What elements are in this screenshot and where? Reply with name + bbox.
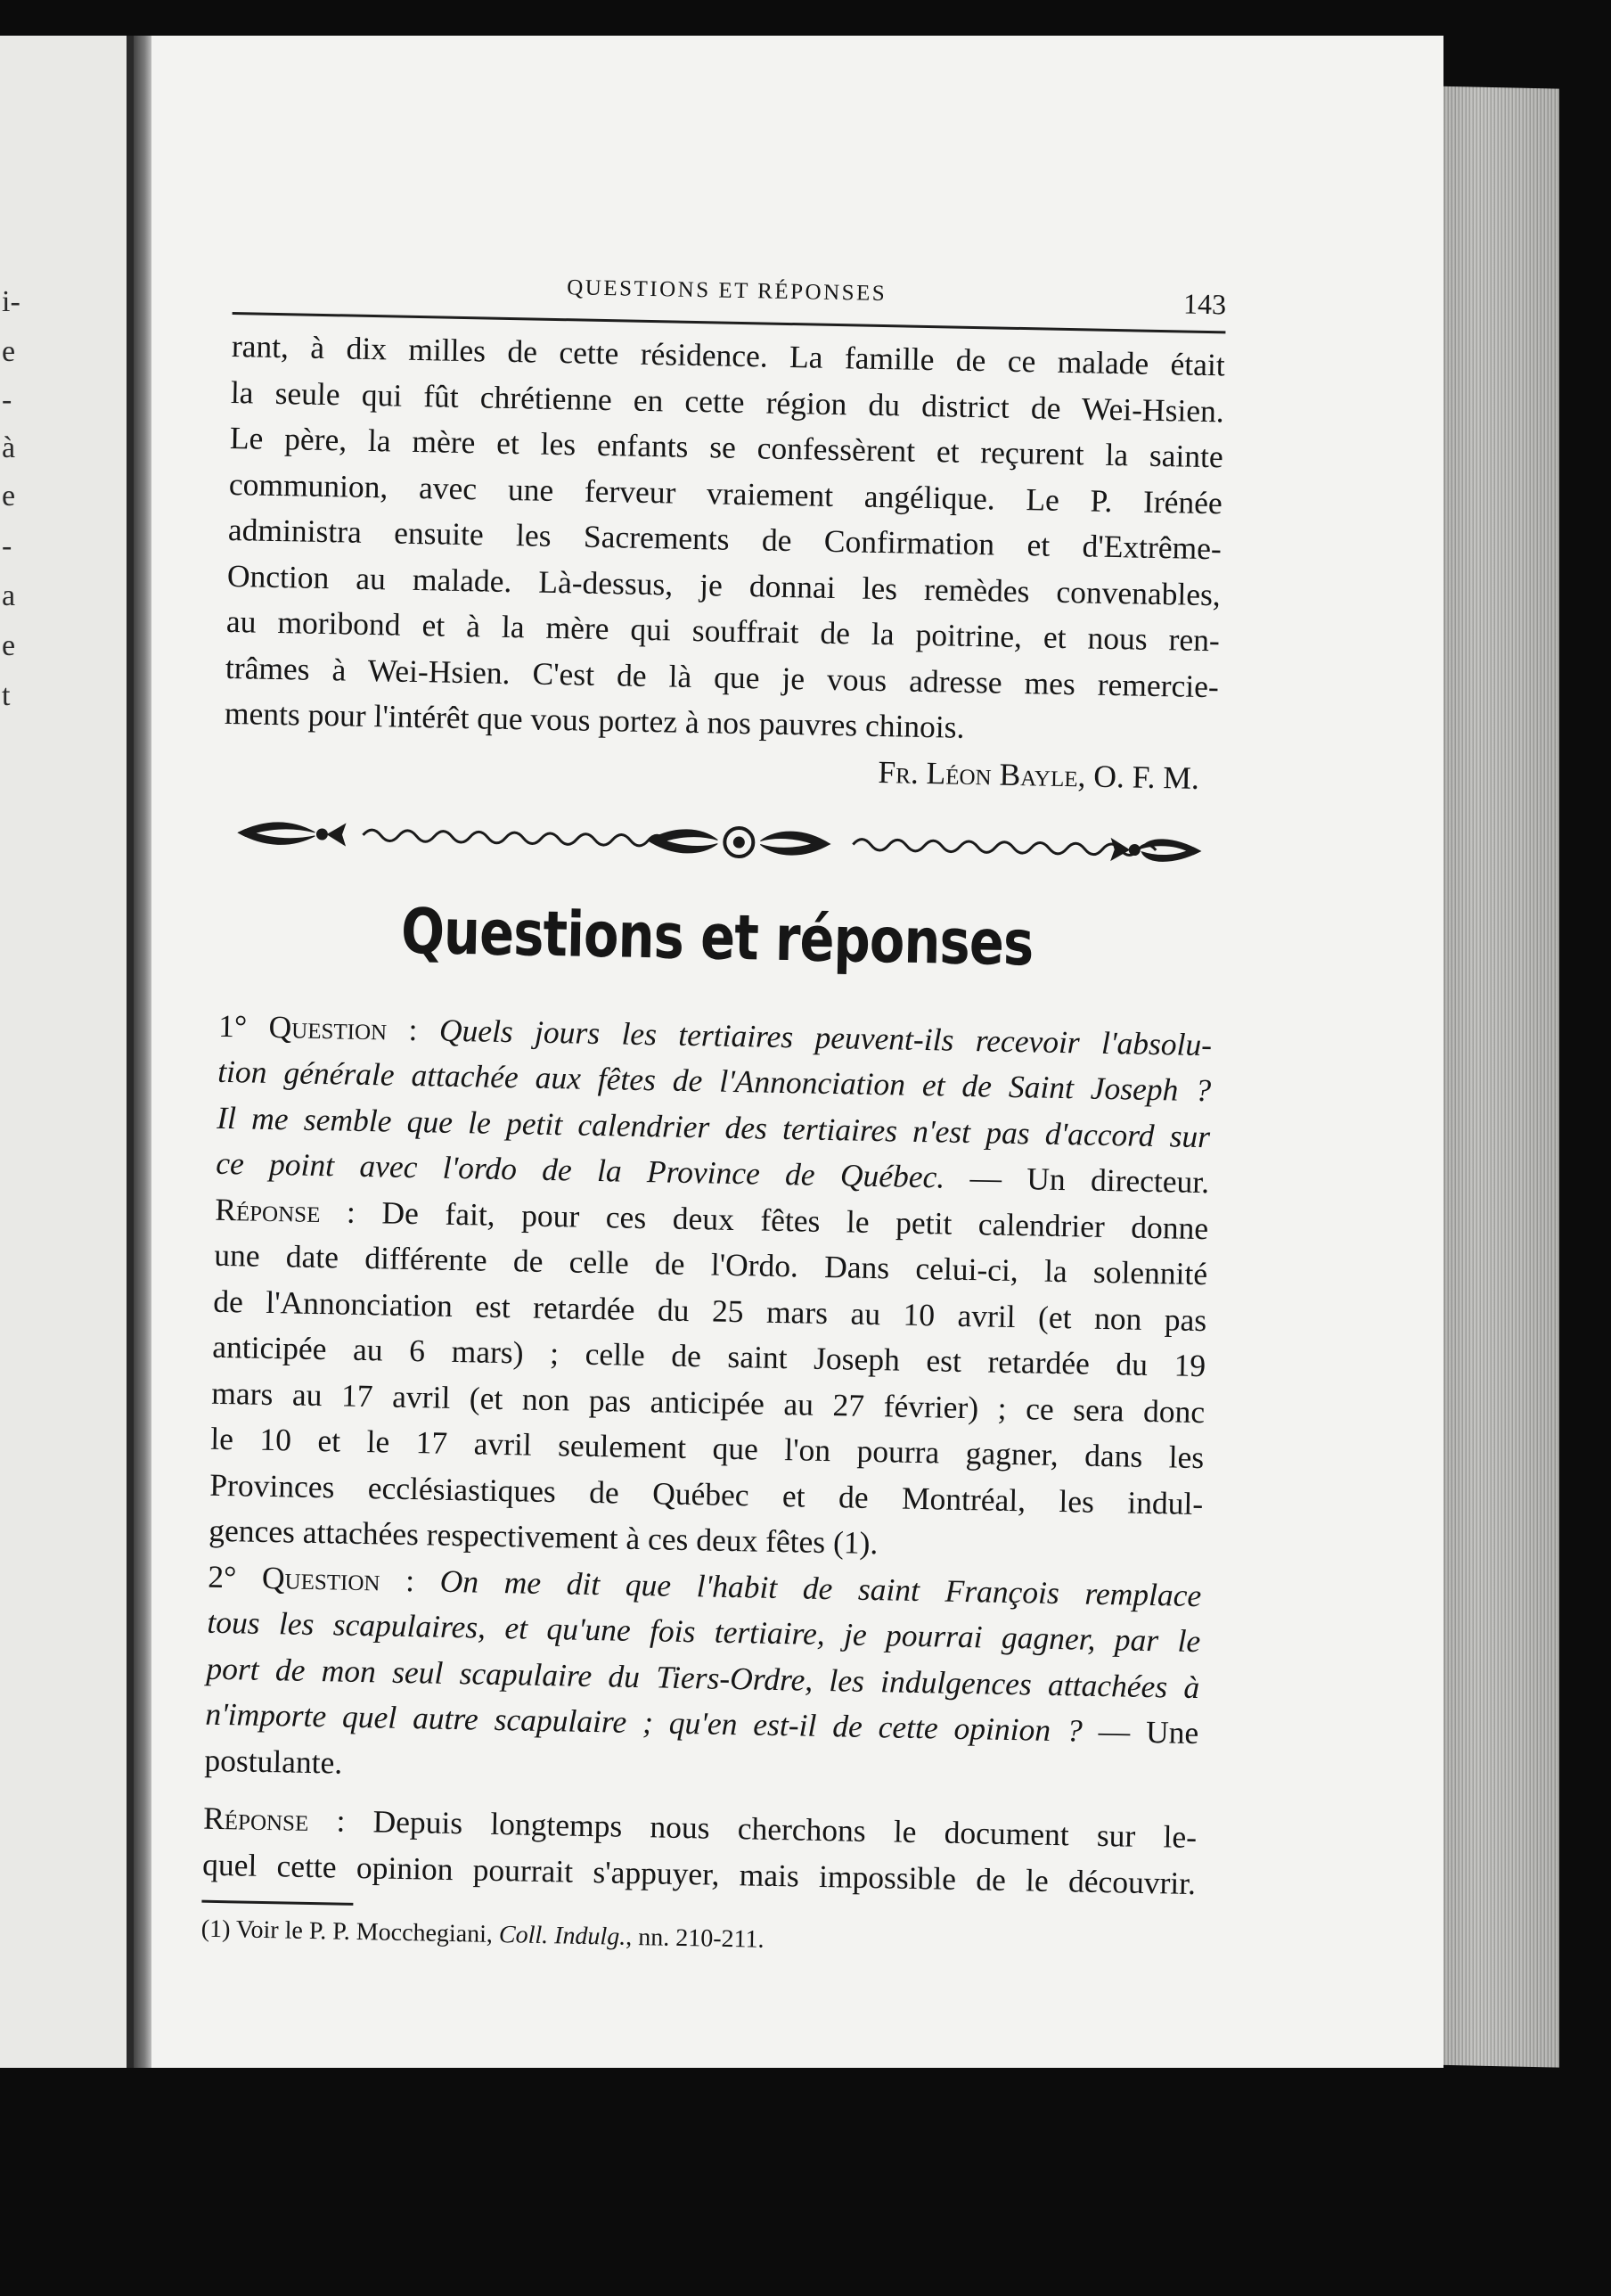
question-label: 2° Question :	[208, 1558, 415, 1598]
question-author: — Un directeur.	[969, 1160, 1210, 1201]
facing-page-fragment: i-	[2, 285, 20, 318]
question-text: On me dit que l'habit de saint François remplace	[439, 1562, 1202, 1613]
text-line: au moribond et à la mère qui souffrait de la poitrine, et nous ren-	[225, 603, 1221, 659]
question-text: Il me semble que le petit calendrier des tertiaires n'est pas d'accord sur	[216, 1099, 1211, 1154]
footnote-suffix: , nn. 210-211.	[625, 1923, 765, 1954]
response-text: De fait, pour ces deux fêtes le petit calendrier donne	[381, 1193, 1209, 1246]
question-text: n'importe quel autre scapulaire ; qu'en est-il de cette opinion ?	[205, 1695, 1084, 1749]
text-line: quel cette opinion pourrait s'appuyer, mais impossible de le découvrir.	[201, 1846, 1197, 1901]
facing-page-fragment: a	[2, 579, 16, 612]
facing-page-fragment: à	[2, 431, 16, 464]
page-number: 143	[1182, 287, 1227, 321]
letter-paragraph	[225, 324, 1226, 756]
text-line: rant, à dix milles de cette résidence. La famille de ce malade était	[231, 327, 1226, 383]
ornament-divider-icon	[228, 806, 1209, 878]
response-1	[209, 1186, 1209, 1572]
book-page	[151, 36, 1443, 2068]
text-line: Provinces ecclésiastiques de Québec et de Montréal, les indul-	[209, 1466, 1204, 1521]
facing-page-fragment: e	[2, 480, 16, 512]
question-2	[204, 1554, 1202, 1802]
question-1	[216, 1003, 1213, 1205]
page-content	[200, 250, 1226, 1966]
footnote-rule	[201, 1900, 353, 1906]
running-head-title: QUESTIONS ET RÉPONSES	[566, 275, 887, 307]
question-label: 1° Question :	[217, 1007, 418, 1047]
text-line: postulante.	[204, 1742, 343, 1781]
running-head	[233, 250, 1227, 333]
question-text: Quels jours les tertiaires peuvent-ils recevoir l'absolu-	[438, 1012, 1213, 1062]
text-line: Le père, la mère et les enfants se confessèrent et reçurent la sainte	[229, 419, 1224, 475]
facing-page-fragment: -	[2, 529, 12, 562]
response-2	[202, 1796, 1198, 1906]
question-text: tion générale attachée aux fêtes de l'Annonciation et de Saint Joseph ?	[217, 1053, 1212, 1109]
text-line: anticipée au 6 mars) ; celle de saint Joseph est retardée du 19	[211, 1328, 1206, 1384]
text-line: une date différente de celle de l'Ordo. Dans celui-ci, la solennité	[213, 1236, 1208, 1292]
facing-page-fragment: e	[2, 629, 16, 662]
response-label: Réponse :	[202, 1800, 346, 1839]
signature: Fr. Léon Bayle, O. F. M.	[878, 753, 1200, 796]
text-line: trâmes à Wei-Hsien. C'est de là que je vous adresse mes remercie-	[225, 649, 1220, 704]
facing-page-edge	[0, 36, 134, 2068]
facing-page-fragment: e	[2, 335, 16, 368]
book-gutter	[134, 36, 151, 2068]
response-text: Depuis longtemps nous cherchons le document sur le-	[372, 1803, 1198, 1856]
question-text: ce point avec l'ordo de la Province de Québec.	[215, 1144, 945, 1195]
footnote-work: Coll. Indulg.	[498, 1921, 626, 1951]
text-line: de l'Annonciation est retardée du 25 mars au 10 avril (et non pas	[212, 1283, 1207, 1338]
book-page-edges	[1424, 86, 1559, 2067]
text-line: Onction au malade. Là-dessus, je donnai les remèdes convenables,	[226, 557, 1222, 612]
text-line: gences attachées respectivement à ces deux fêtes (1).	[209, 1512, 879, 1562]
question-text: port de mon seul scapulaire du Tiers-Ordre, les indulgences attachées à	[206, 1650, 1200, 1705]
text-line: la seule qui fût chrétienne en cette région du district de Wei-Hsien.	[230, 373, 1225, 429]
text-line: le 10 et le 17 avril seulement que l'on pourra gagner, dans les	[210, 1420, 1205, 1476]
facing-page-fragment: -	[2, 383, 12, 416]
facing-page-fragment: t	[2, 679, 11, 712]
question-author: — Une	[1098, 1712, 1199, 1751]
question-text: tous les scapulaires, et qu'une fois tertiaire, je pourrai gagner, par le	[207, 1603, 1201, 1660]
text-line: communion, avec une ferveur vraiement angélique. Le P. Irénée	[228, 465, 1223, 521]
text-line: administra ensuite les Sacrements de Confirmation et d'Extrême-	[227, 511, 1223, 567]
text-line: mars au 17 avril (et non pas anticipée au 27 février) ; ce sera donc	[210, 1374, 1206, 1430]
response-label: Réponse :	[214, 1191, 356, 1230]
footnote	[200, 1912, 1195, 1966]
footnote-prefix: (1) Voir le P. P. Mocchegiani,	[200, 1915, 494, 1948]
text-line: ments pour l'intérêt que vous portez à nos pauvres chinois.	[224, 694, 965, 745]
section-title: Questions et réponses	[400, 894, 1034, 980]
